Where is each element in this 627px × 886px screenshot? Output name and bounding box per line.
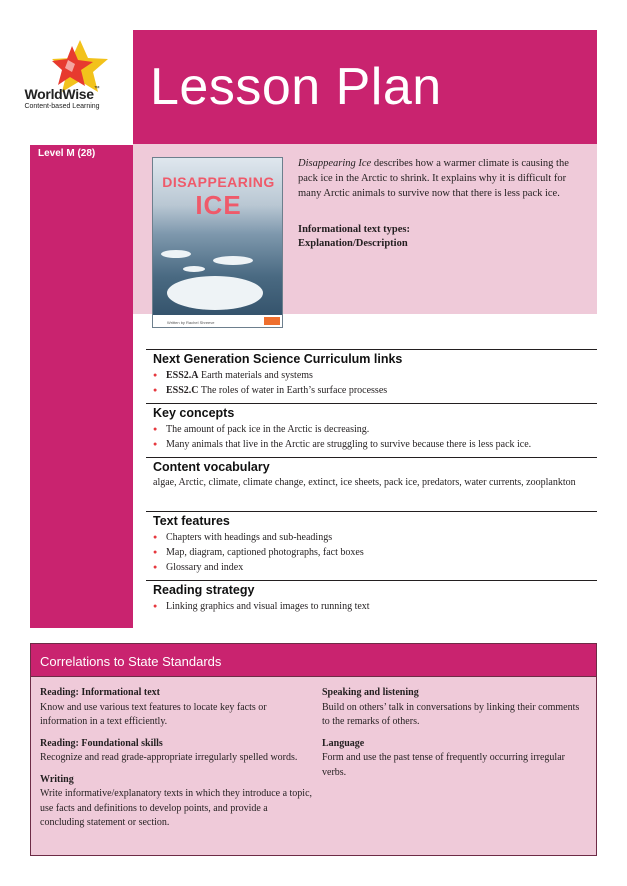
list-item: ● Many animals that live in the Arctic are struggling to survive because there is less pack ice. (153, 437, 597, 452)
ice-floe (213, 256, 253, 265)
standard-heading: Speaking and listening (322, 687, 419, 698)
ice-floe (167, 276, 263, 310)
ice-floe (183, 266, 205, 272)
cover-footer (153, 315, 283, 327)
list-item: ● ESS2.A Earth materials and systems (153, 368, 597, 383)
brand-tagline: Content-based Learning (24, 103, 100, 110)
standard-text: Build on others’ talk in conversations by linking their comments to the remarks of others. (322, 701, 580, 727)
standard-heading: Writing (40, 773, 74, 785)
standard-heading: Reading: Foundational skills (40, 737, 163, 749)
book-description: Disappearing Ice describes how a warmer climate is causing the pack ice in the Arctic to shrink. It explains why it is difficult for many Arctic animals to survive now that there is less pack ice. (298, 158, 569, 199)
cover-logo-icon (264, 317, 280, 325)
standard-text: Write informative/explanatory texts in which they introduce a topic, use facts and definitions to develop points, and provide a concluding statement or section. (40, 788, 313, 828)
list-item: ● The amount of pack ice in the Arctic is decreasing. (153, 422, 597, 437)
section-text-features (146, 511, 597, 575)
book-cover-image (152, 157, 283, 328)
correlations-title: Correlations to State Standards (40, 654, 222, 669)
correlations-left-column (40, 686, 312, 838)
standard-text: Form and use the past tense of frequently occurring irregular verbs. (322, 752, 565, 778)
correlations-right-column (322, 686, 582, 787)
standard-heading: Reading: Informational text (40, 687, 160, 698)
list-item: ● Map, diagram, captioned photographs, fact boxes (153, 545, 597, 560)
cover-title-line1: DISAPPEARING (162, 174, 275, 190)
brand-name: WorldWise™ (24, 86, 100, 102)
list-item: ● Linking graphics and visual images to running text (153, 599, 597, 614)
correlations-box (30, 643, 597, 856)
standard-heading: Language (322, 737, 365, 749)
section-key-concepts (146, 403, 597, 452)
text-type-value: Explanation/Description (298, 238, 408, 249)
left-sidebar (30, 144, 133, 628)
vocabulary-text: algae, Arctic, climate, climate change, extinct, ice sheets, pack ice, predators, water currents, zooplankton (153, 477, 576, 488)
title-band (133, 30, 597, 144)
section-ngss (146, 349, 597, 398)
cover-credit: Written by Rachel Shreeve (167, 320, 215, 325)
list-item: ● Glossary and index (153, 560, 597, 575)
ice-floe (161, 250, 191, 258)
section-heading: Reading strategy (153, 583, 255, 597)
section-heading: Text features (153, 514, 230, 528)
section-heading: Content vocabulary (153, 460, 270, 474)
section-reading-strategy (146, 580, 597, 614)
worldwise-logo (28, 30, 132, 130)
cover-title-line2: ICE (195, 190, 242, 220)
section-heading: Key concepts (153, 406, 235, 420)
list-item: ● ESS2.C The roles of water in Earth’s surface processes (153, 383, 597, 398)
text-type-label: Informational text types: (298, 224, 410, 235)
standard-text: Recognize and read grade-appropriate irregularly spelled words. (40, 752, 298, 763)
list-item: ● Chapters with headings and sub-headings (153, 530, 597, 545)
level-label: Level M (28) (38, 148, 96, 159)
divider (30, 144, 133, 145)
section-heading: Next Generation Science Curriculum links (153, 352, 403, 366)
book-title: Disappearing Ice (298, 158, 372, 169)
standard-text: Know and use various text features to locate key facts or information in a text efficiently. (40, 701, 267, 727)
correlations-header (31, 644, 596, 677)
section-vocabulary (146, 457, 597, 491)
page-title: Lesson Plan (150, 58, 442, 116)
